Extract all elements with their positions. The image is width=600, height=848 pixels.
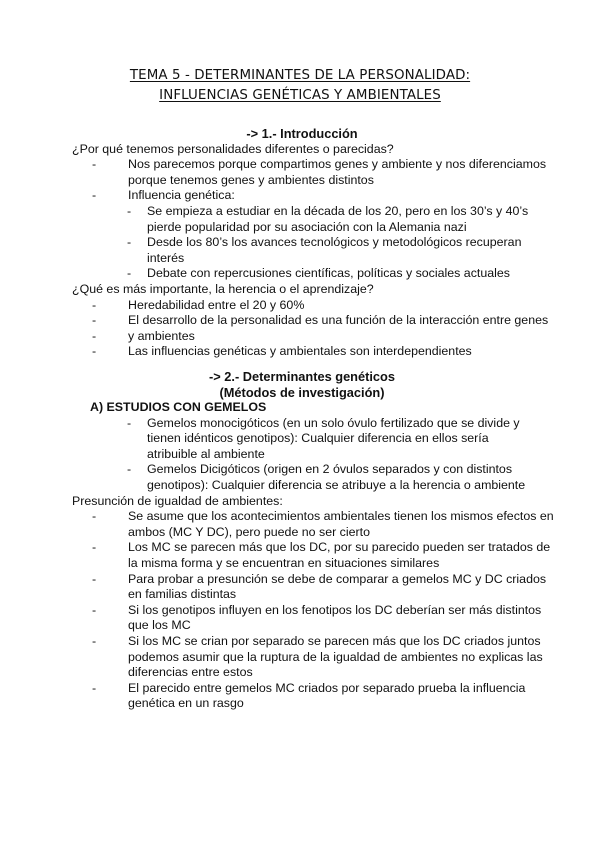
list-item: - Para probar a presunción se debe de comparar a gemelos MC y DC criados en familias distintas [92, 572, 532, 603]
list-item: - Las influencias genéticas y ambientales son interdependientes [92, 344, 532, 360]
list-item: - Influencia genética: [92, 188, 532, 204]
sub-list-item: - Debate con repercusiones científicas, políticas y sociales actuales [127, 266, 532, 282]
section-1-heading: -> 1.- Introducción [246, 126, 358, 141]
sub-list-item: - Se empieza a estudiar en la década de los 20, pero en los 30’s y 40’s pierde popularidad por su asociación con la Alemania nazi [127, 204, 532, 235]
list-item: - y ambientes [92, 329, 532, 345]
title-line-2: INFLUENCIAS GENÉTICAS Y AMBIENTALES [159, 87, 441, 103]
document-title [0, 66, 600, 105]
list-item: - Heredabilidad entre el 20 y 60% [92, 298, 532, 314]
list-item: - Se asume que los acontecimientos ambientales tienen los mismos efectos en ambos (MC Y DC), pero puede no ser cierto [92, 509, 532, 540]
list-item: - Nos parecemos porque compartimos genes y ambiente y nos diferenciamos porque tenemos genes y ambientes distintos [92, 157, 532, 188]
list-item: - Si los genotipos influyen en los fenotipos los DC deberían ser más distintos que los MC [92, 603, 532, 634]
presumption-heading: Presunción de igualdad de ambientes: [72, 493, 283, 508]
list-item: - Los MC se parecen más que los DC, por su parecido pueden ser tratados de la misma forma y se encuentran en situaciones similares [92, 540, 532, 571]
question-2: ¿Qué es más importante, la herencia o el aprendizaje? [72, 281, 374, 296]
section-2-heading: -> 2.- Determinantes genéticos (Métodos de investigación) [209, 368, 395, 400]
question-1: ¿Por qué tenemos personalidades diferentes o parecidas? [72, 141, 394, 156]
title-line-1: TEMA 5 - DETERMINANTES DE LA PERSONALIDAD: [129, 68, 471, 83]
twins-subheading: A) ESTUDIOS CON GEMELOS [90, 400, 267, 415]
sub-list-item: - Gemelos monocigóticos (en un solo óvulo fertilizado que se divide y tienen idénticos genotipos): Cualquier diferencia en ellos sería atribuible al ambiente [127, 416, 532, 463]
sub-list-item: - Gemelos Dicigóticos (origen en 2 óvulos separados y con distintos genotipos): Cualquier diferencia se atribuye a la herencia o ambiente [127, 462, 532, 493]
list-item: - El desarrollo de la personalidad es una función de la interacción entre genes [92, 313, 532, 329]
document-body [72, 126, 554, 712]
list-item: - Si los MC se crian por separado se parecen más que los DC criados juntos podemos asumir que la ruptura de la igualdad de ambientes no explicas las diferencias entre estos [92, 634, 532, 681]
list-item: - El parecido entre gemelos MC criados por separado prueba la influencia genética en un rasgo [92, 681, 532, 712]
sub-list-item: - Desde los 80’s los avances tecnológicos y metodológicos recuperan interés [127, 235, 532, 266]
